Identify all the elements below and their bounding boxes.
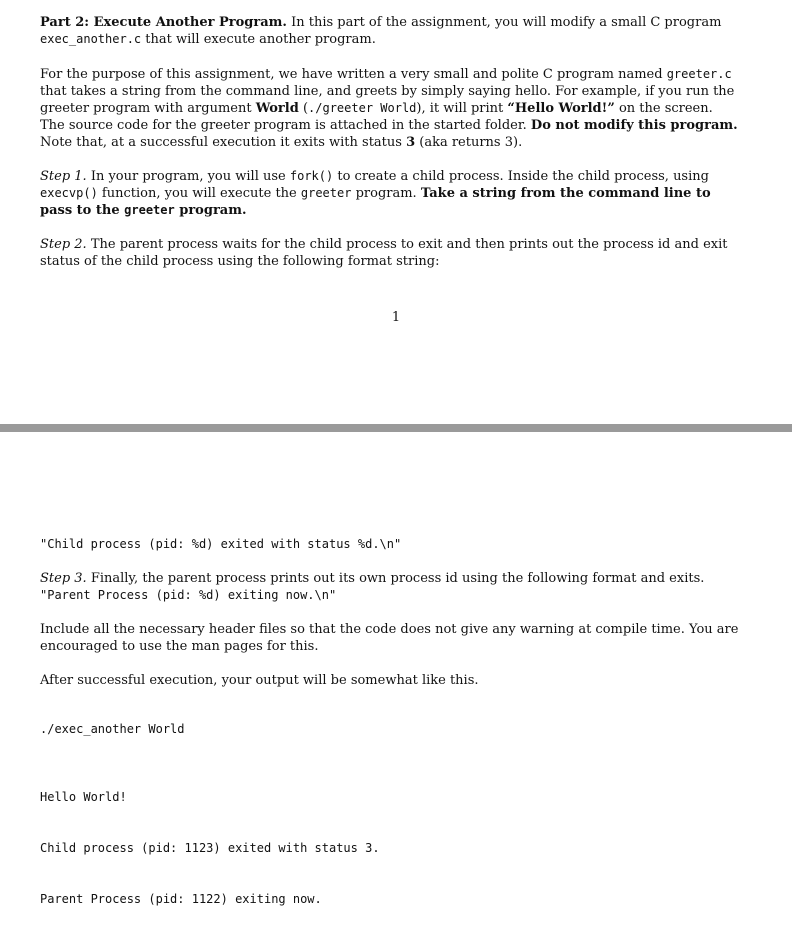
part2-heading: Part 2: Execute Another Program. (40, 15, 287, 30)
include-paragraph: Include all the necessary header files so that the code does not give any warning at compile time. You are encouraged to use the man pages for this. (40, 622, 739, 654)
step2-label: Step 2. (40, 237, 87, 252)
greeter-description-paragraph: For the purpose of this assignment, we have written a very small and polite C program named greeter.c that takes a string from the command line, and greets by simply saying hello. For example, if you run the greeter program with argument World (./greeter World), it will print “Hello World!” on the screen. The source code for the greeter program is attached in the started folder. Do not modify this program. Note that, at a successful execution it exits with status 3 (aka returns 3). (40, 67, 738, 150)
sample-output (40, 755, 380, 942)
step3-label: Step 3. (40, 571, 87, 586)
hello-world-quote: “Hello World!” (507, 101, 615, 116)
document-page-1 (0, 0, 792, 424)
child-format-string: "Child process (pid: %d) exited with status %d.\n" (40, 537, 402, 551)
filename-exec-another: exec_another.c (40, 32, 142, 46)
page-number: 1 (391, 310, 401, 325)
output-line: Parent Process (pid: 1122) exiting now. (40, 892, 322, 906)
step1-label: Step 1. (40, 169, 87, 184)
parent-format-string: "Parent Process (pid: %d) exiting now.\n" (40, 588, 337, 602)
run-command: ./exec_another World (40, 722, 185, 736)
step3-paragraph: Step 3. Finally, the parent process prints out its own process id using the following format and exits. "Parent Process (pid: %d) exiting now.\n" (40, 570, 708, 604)
step2-paragraph: Step 2. The parent process waits for the child process to exit and then prints out the process id and exit status of the child process using the following format string: (40, 237, 728, 269)
step1-paragraph: Step 1. In your program, you will use fork() to create a child process. Inside the child process, using execvp() function, you will execute the greeter program. Take a string from the command line to pass to the greeter program. (40, 169, 711, 218)
output-line: Child process (pid: 1123) exited with status 3. (40, 841, 380, 855)
greeter-command: ./greeter World (308, 101, 417, 115)
filename-greeter-c: greeter.c (666, 67, 732, 81)
document-page-2 (0, 432, 792, 906)
page-separator (0, 424, 792, 432)
after-execution-paragraph: After successful execution, your output will be somewhat like this. (40, 673, 479, 688)
do-not-modify-warning: Do not modify this program. (530, 118, 738, 133)
part2-intro-paragraph: Part 2: Execute Another Program. In this part of the assignment, you will modify a small C program exec_another.c that will execute another program. (40, 15, 722, 47)
output-line: Hello World! (40, 790, 127, 804)
